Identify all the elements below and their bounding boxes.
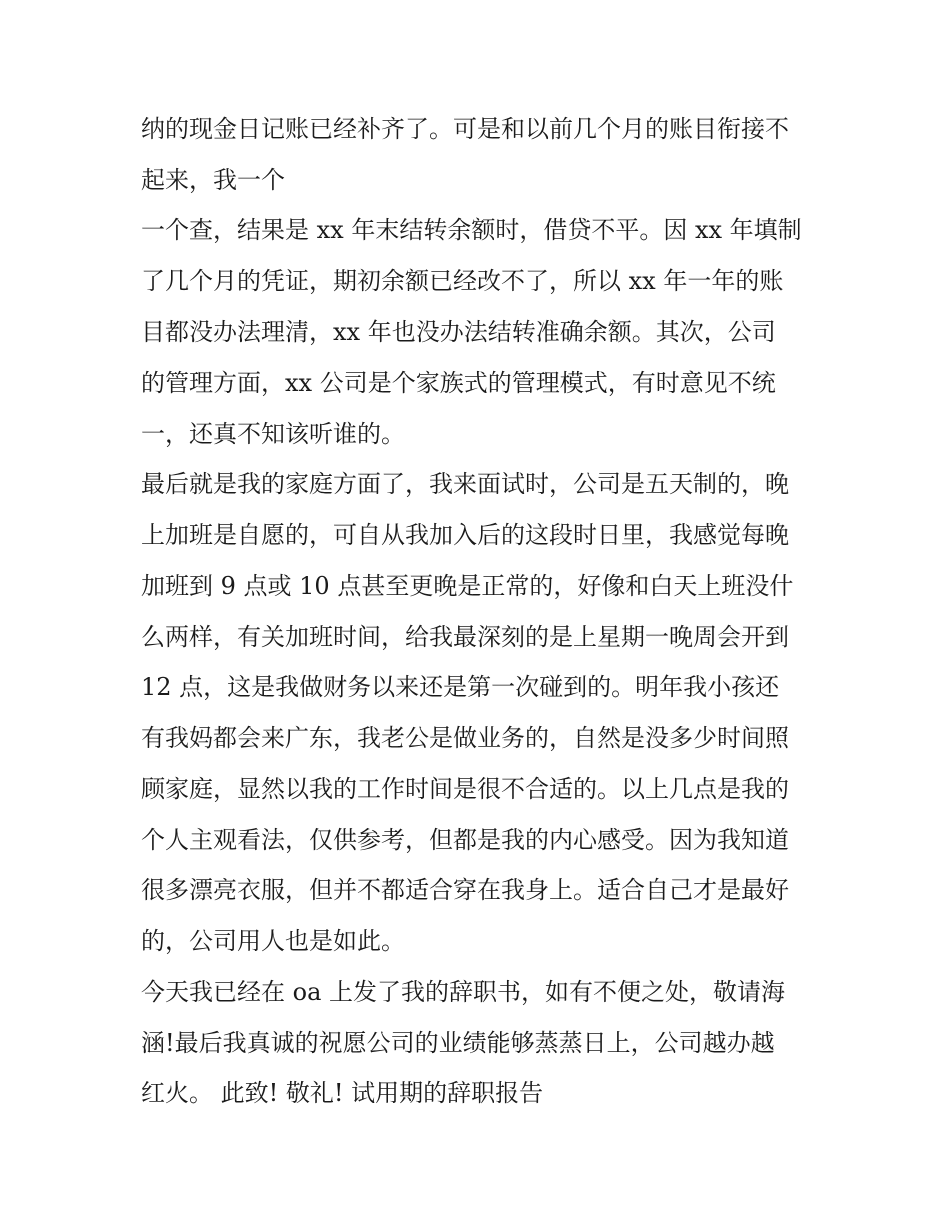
- text-line: 12 点，这是我做财务以来还是第一次碰到的。明年我小孩还: [141, 673, 780, 701]
- text-line: 有我妈都会来广东，我老公是做业务的，自然是没多少时间照: [141, 724, 789, 752]
- text-line: 上加班是自愿的，可自从我加入后的这段时日里，我感觉每晚: [141, 521, 789, 549]
- text-line: 目都没办法理清，xx 年也没办法结转准确余额。其次，公司: [141, 318, 776, 346]
- text-line: 最后就是我的家庭方面了，我来面试时，公司是五天制的，晚: [141, 470, 789, 498]
- text-line: 个人主观看法，仅供参考，但都是我的内心感受。因为我知道: [141, 826, 789, 854]
- text-line: 的，公司用人也是如此。: [141, 927, 405, 955]
- text-line: 起来，我一个: [141, 166, 285, 194]
- text-line: 很多漂亮衣服，但并不都适合穿在我身上。适合自己才是最好: [141, 876, 789, 904]
- text-line: 加班到 9 点或 10 点甚至更晚是正常的，好像和白天上班没什: [141, 572, 794, 600]
- text-line: 纳的现金日记账已经补齐了。可是和以前几个月的账目衔接不: [141, 115, 789, 143]
- text-line: 一，还真不知该听谁的。: [141, 420, 405, 448]
- text-line: 一个查，结果是 xx 年末结转余额时，借贷不平。因 xx 年填制: [141, 216, 802, 244]
- text-line: 了几个月的凭证，期初余额已经改不了，所以 xx 年一年的账: [141, 267, 784, 295]
- text-line: 顾家庭，显然以我的工作时间是很不合适的。以上几点是我的: [141, 775, 789, 803]
- text-line: 今天我已经在 oa 上发了我的辞职书，如有不便之处，敬请海: [141, 978, 786, 1006]
- text-line: 涵!最后我真诚的祝愿公司的业绩能够蒸蒸日上，公司越办越: [141, 1029, 775, 1057]
- text-line: 么两样，有关加班时间，给我最深刻的是上星期一晚周会开到: [141, 623, 789, 651]
- text-line: 红火。 此致! 敬礼! 试用期的辞职报告: [141, 1079, 544, 1107]
- text-line: 的管理方面，xx 公司是个家族式的管理模式，有时意见不统: [141, 369, 776, 397]
